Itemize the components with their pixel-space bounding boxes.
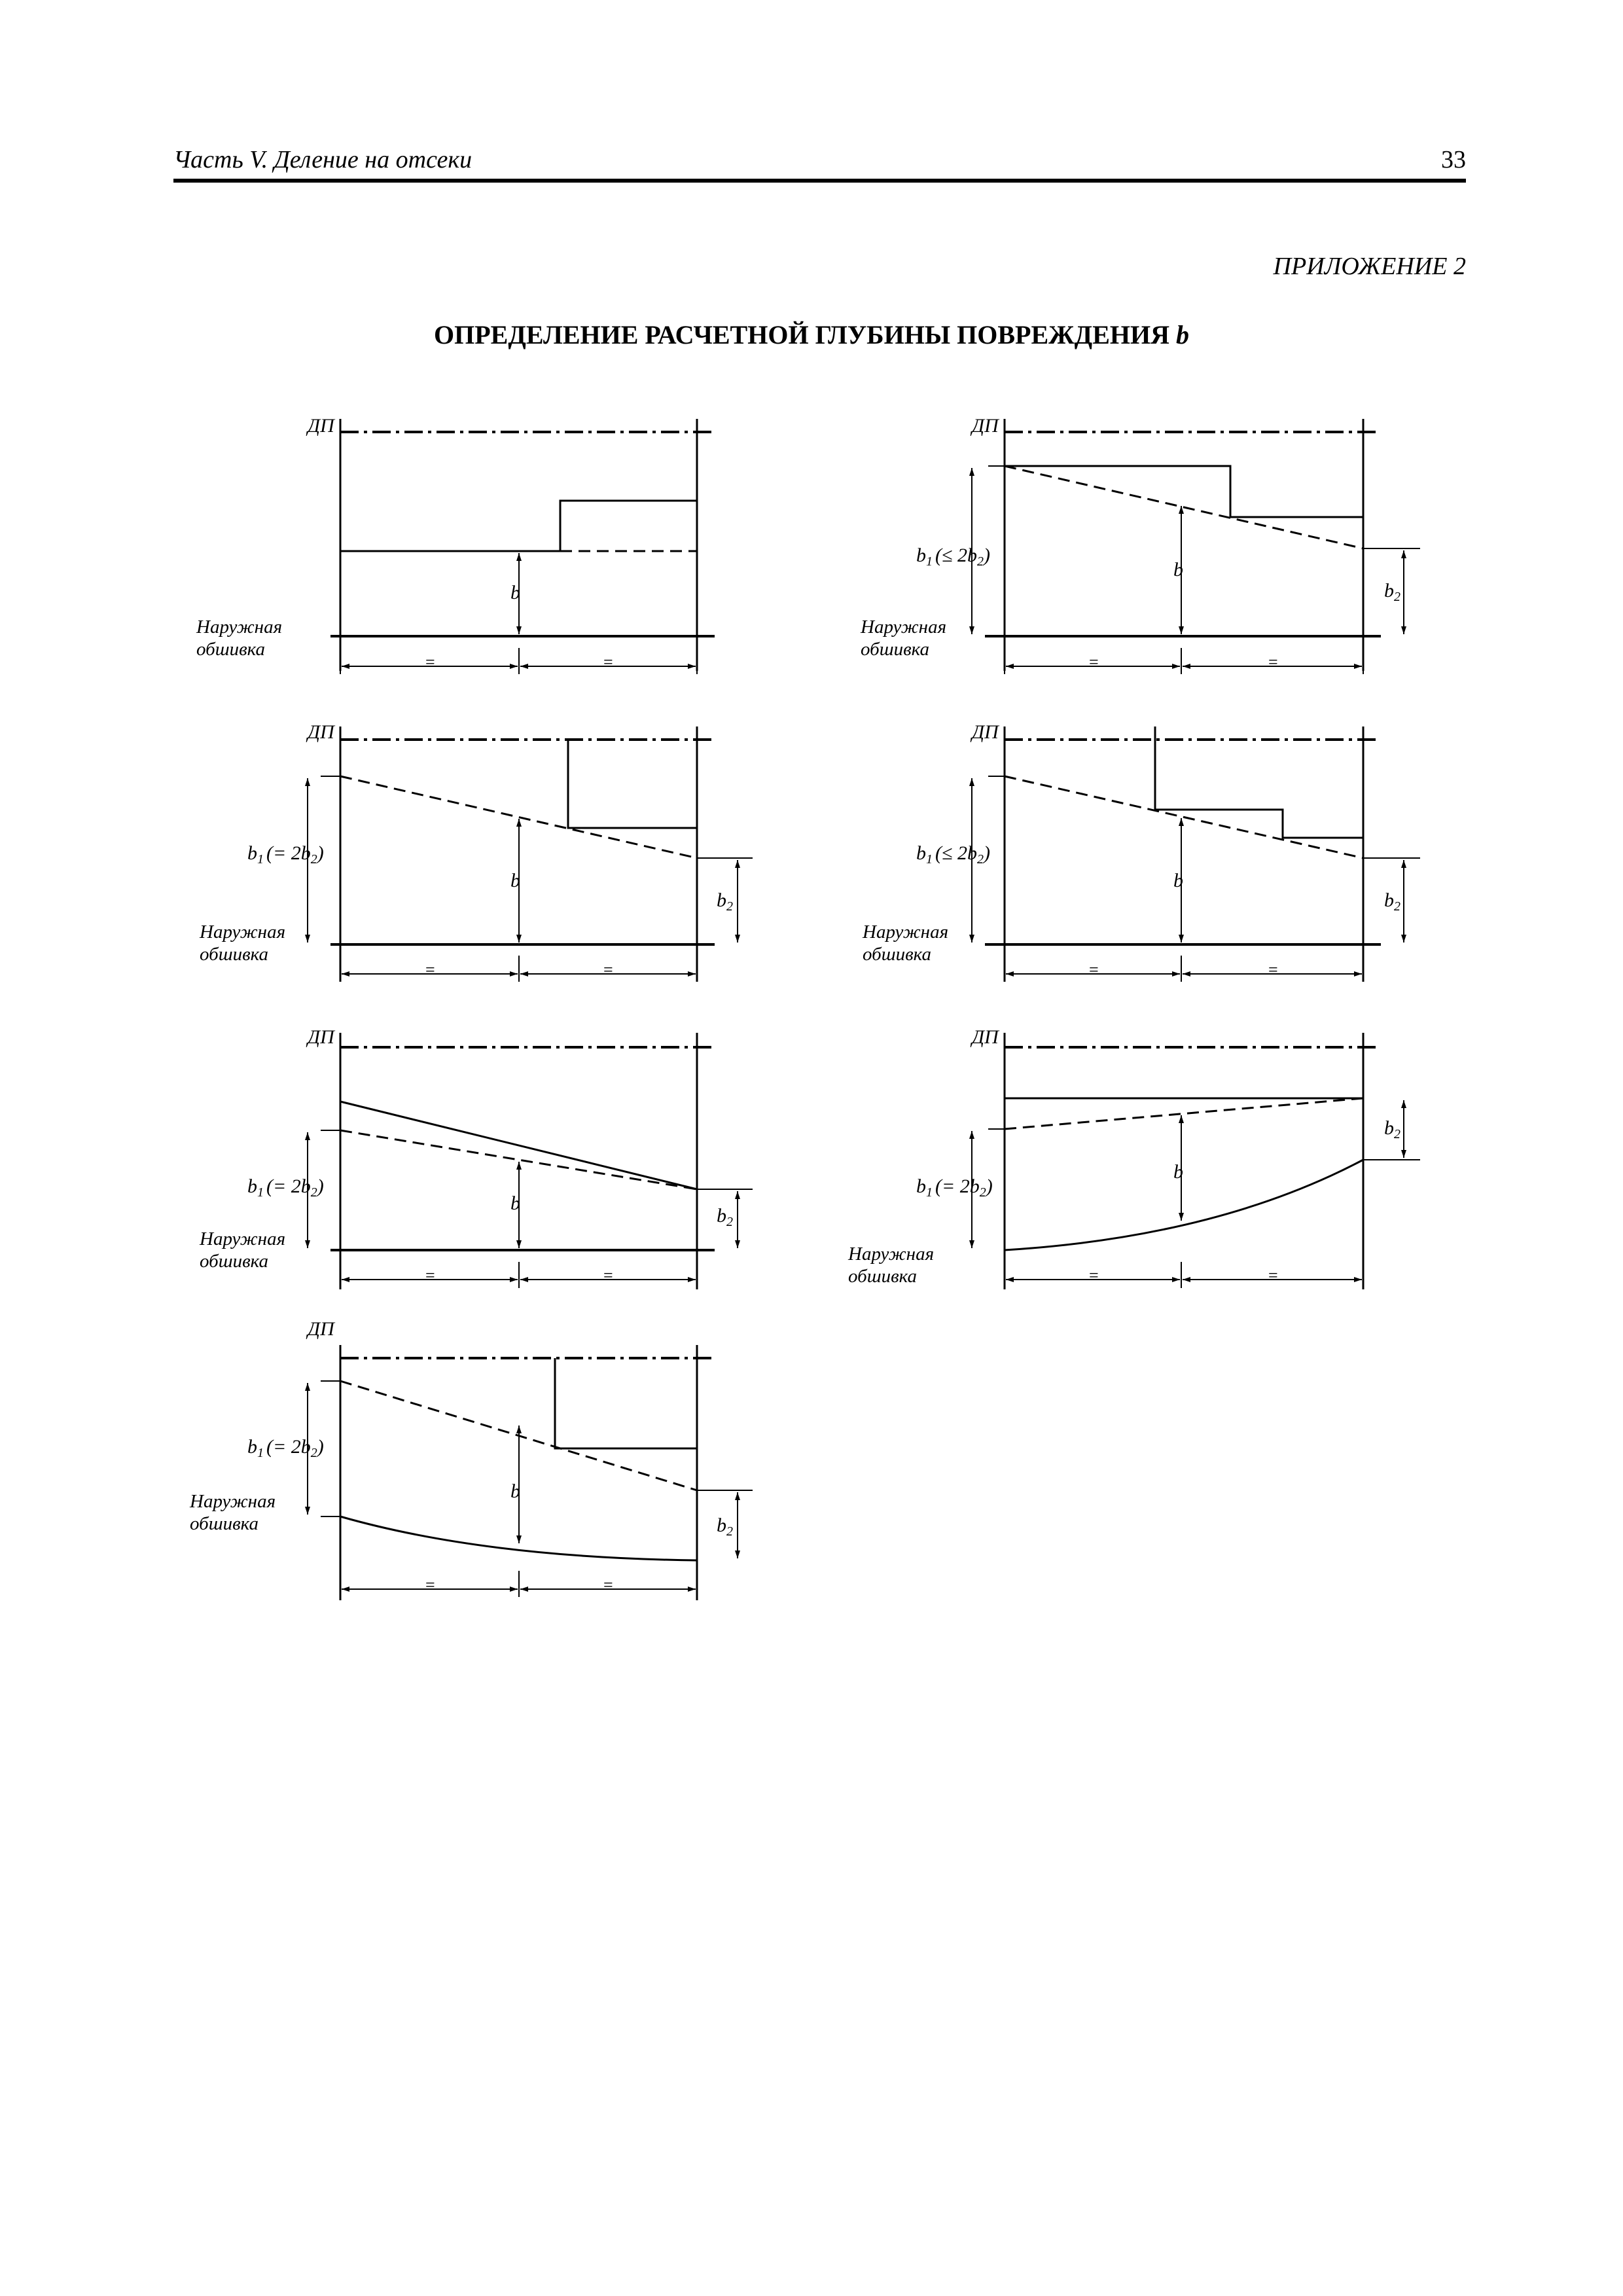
label-b: b bbox=[1173, 870, 1183, 891]
diagram-5 bbox=[177, 1014, 753, 1296]
label-b1: $b_1$ (≤ $2b_2$) bbox=[916, 545, 990, 569]
diagram-4 bbox=[851, 710, 1440, 992]
label-hull-1: Наружная bbox=[848, 1244, 935, 1265]
label-b2: $b_2$ bbox=[717, 889, 733, 914]
mean-line bbox=[1005, 466, 1363, 548]
label-b2: $b_2$ bbox=[717, 1515, 733, 1539]
label-hull-1: Наружная bbox=[200, 1229, 286, 1249]
label-hull-1: Наружная bbox=[190, 1491, 276, 1512]
label-dp: ДП bbox=[308, 1026, 334, 1048]
label-b: b bbox=[510, 1480, 520, 1502]
damage-profile bbox=[555, 1358, 697, 1448]
label-b2: $b_2$ bbox=[717, 1205, 733, 1229]
equal-mark-left: = bbox=[425, 653, 435, 672]
damage-profile bbox=[340, 501, 697, 551]
equal-mark-left: = bbox=[1089, 1266, 1099, 1285]
label-b1: $b_1$ (= $2b_2$) bbox=[247, 842, 324, 867]
label-b2: $b_2$ bbox=[1384, 580, 1400, 604]
equal-mark-right: = bbox=[603, 1575, 613, 1594]
label-b: b bbox=[1173, 559, 1183, 581]
label-hull-1: Наружная bbox=[196, 617, 283, 637]
label-b1: $b_1$ (= $2b_2$) bbox=[247, 1175, 324, 1200]
label-dp: ДП bbox=[308, 1318, 334, 1340]
damage-profile bbox=[1005, 466, 1363, 517]
diagram-1 bbox=[177, 403, 726, 681]
label-hull-2: обшивка bbox=[848, 1266, 918, 1287]
label-b: b bbox=[510, 582, 520, 603]
section-title bbox=[0, 319, 1623, 350]
label-b2: $b_2$ bbox=[1384, 1117, 1400, 1141]
label-hull-1: Наружная bbox=[200, 922, 286, 942]
label-b1: $b_1$ (= $2b_2$) bbox=[916, 1175, 993, 1200]
section-title-text: ОПРЕДЕЛЕНИЕ РАСЧЕТНОЙ ГЛУБИНЫ ПОВРЕЖДЕНИЯ bbox=[434, 320, 1176, 350]
label-hull-2: обшивка bbox=[200, 1251, 269, 1272]
label-hull-2: обшивка bbox=[861, 639, 930, 660]
label-b: b bbox=[510, 1193, 520, 1214]
mean-line bbox=[1005, 1098, 1363, 1129]
equal-mark-right: = bbox=[603, 653, 613, 672]
label-hull-1: Наружная bbox=[861, 617, 947, 637]
damage-profile bbox=[568, 740, 697, 828]
label-hull-2: обшивка bbox=[190, 1513, 259, 1534]
equal-mark-left: = bbox=[425, 1575, 435, 1594]
label-hull-2: обшивка bbox=[196, 639, 266, 660]
running-header-title: Часть V. Деление на отсеки bbox=[173, 146, 473, 173]
hull-curve bbox=[1005, 1160, 1363, 1250]
label-dp: ДП bbox=[308, 415, 334, 437]
section-title-symbol: b bbox=[1175, 320, 1189, 350]
label-dp: ДП bbox=[972, 721, 999, 743]
damage-profile bbox=[1155, 726, 1363, 838]
diagram-6 bbox=[844, 1014, 1440, 1296]
equal-mark-right: = bbox=[1268, 653, 1278, 672]
equal-mark-left: = bbox=[1089, 653, 1099, 672]
label-dp: ДП bbox=[972, 1026, 999, 1048]
equal-mark-left: = bbox=[425, 960, 435, 979]
label-b1: $b_1$ (= $2b_2$) bbox=[247, 1436, 324, 1460]
diagram-2 bbox=[851, 403, 1440, 681]
equal-mark-right: = bbox=[603, 1266, 613, 1285]
header-rule bbox=[173, 179, 1466, 183]
equal-mark-right: = bbox=[603, 960, 613, 979]
appendix-label: ПРИЛОЖЕНИЕ 2 bbox=[1273, 253, 1466, 280]
label-b2: $b_2$ bbox=[1384, 889, 1400, 914]
label-b1: $b_1$ (≤ $2b_2$) bbox=[916, 842, 990, 867]
label-hull-2: обшивка bbox=[863, 944, 932, 965]
diagram-7 bbox=[177, 1309, 753, 1610]
label-b: b bbox=[1173, 1161, 1183, 1183]
diagram-3 bbox=[177, 710, 753, 992]
equal-mark-right: = bbox=[1268, 960, 1278, 979]
page-number: 33 bbox=[1441, 146, 1466, 173]
label-hull-2: обшивка bbox=[200, 944, 269, 965]
label-hull-1: Наружная bbox=[863, 922, 949, 942]
label-b: b bbox=[510, 870, 520, 891]
label-dp: ДП bbox=[972, 415, 999, 437]
label-dp: ДП bbox=[308, 721, 334, 743]
equal-mark-left: = bbox=[1089, 960, 1099, 979]
equal-mark-right: = bbox=[1268, 1266, 1278, 1285]
equal-mark-left: = bbox=[425, 1266, 435, 1285]
mean-line bbox=[1005, 776, 1363, 858]
